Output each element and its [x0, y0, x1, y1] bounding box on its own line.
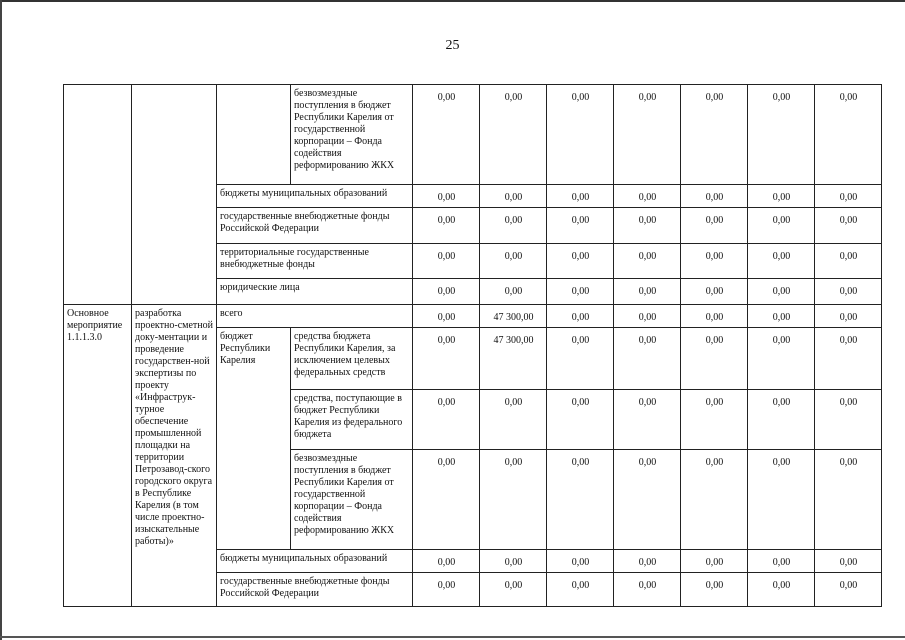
value-cell: 0,00 — [614, 279, 681, 305]
value-cell: 0,00 — [614, 550, 681, 573]
value-cell: 0,00 — [614, 85, 681, 185]
funding-source-cell: территориальные государственные внебюджетные фонды — [217, 244, 413, 279]
value-cell: 0,00 — [748, 185, 815, 208]
value-cell: 0,00 — [815, 305, 882, 328]
value-cell: 0,00 — [480, 390, 547, 450]
funding-source-cell: безвозмездные поступления в бюджет Республики Карелия от государственной корпорации – Фонда содействия реформированию ЖКХ — [291, 85, 413, 185]
value-cell: 0,00 — [748, 279, 815, 305]
funding-source-cell: государственные внебюджетные фонды Российской Федерации — [217, 208, 413, 244]
funding-source-cell: юридические лица — [217, 279, 413, 305]
value-cell: 0,00 — [413, 450, 480, 550]
funding-source-cell: средства, поступающие в бюджет Республики Карелия из федерального бюджета — [291, 390, 413, 450]
page-number: 25 — [445, 38, 460, 53]
value-cell: 0,00 — [681, 244, 748, 279]
event-activity-cell: разработка проектно-сметной доку-ментации и проведение государствен-ной экспертизы по проекту «Инфраструк-турное обеспечение промышленной площадки на территории Петрозавод-ского городского округа в Республике Карелия (в том числе проектно-изыскательные работы)» — [132, 305, 217, 607]
value-cell: 0,00 — [614, 185, 681, 208]
value-cell: 0,00 — [480, 450, 547, 550]
value-cell: 0,00 — [547, 185, 614, 208]
value-cell: 0,00 — [614, 244, 681, 279]
value-cell: 0,00 — [547, 85, 614, 185]
value-cell: 0,00 — [681, 550, 748, 573]
value-cell: 0,00 — [748, 573, 815, 607]
value-cell: 0,00 — [547, 328, 614, 390]
value-cell: 0,00 — [480, 244, 547, 279]
value-cell: 0,00 — [480, 208, 547, 244]
funding-source-cell: государственные внебюджетные фонды Российской Федерации — [217, 573, 413, 607]
value-cell: 0,00 — [748, 85, 815, 185]
funding-source-cell: всего — [217, 305, 413, 328]
value-cell: 0,00 — [614, 450, 681, 550]
value-cell: 0,00 — [547, 450, 614, 550]
value-cell: 0,00 — [480, 550, 547, 573]
value-cell: 0,00 — [547, 573, 614, 607]
value-cell: 0,00 — [748, 390, 815, 450]
value-cell: 0,00 — [547, 305, 614, 328]
value-cell: 0,00 — [748, 208, 815, 244]
funding-source-cell: бюджеты муниципальных образований — [217, 550, 413, 573]
value-cell: 0,00 — [614, 208, 681, 244]
value-cell: 0,00 — [815, 390, 882, 450]
value-cell: 0,00 — [614, 328, 681, 390]
scan-border-bottom — [0, 636, 905, 638]
budget-table — [63, 84, 882, 607]
budget-group-cell: бюджет Республики Карелия — [217, 328, 291, 550]
value-cell: 0,00 — [413, 279, 480, 305]
funding-source-cell: средства бюджета Республики Карелия, за исключением целевых федеральных средств — [291, 328, 413, 390]
value-cell: 47 300,00 — [480, 328, 547, 390]
value-cell: 47 300,00 — [480, 305, 547, 328]
value-cell: 0,00 — [815, 244, 882, 279]
value-cell: 0,00 — [547, 279, 614, 305]
table-row — [64, 305, 882, 328]
value-cell: 0,00 — [815, 573, 882, 607]
scan-border-left — [0, 0, 2, 640]
value-cell: 0,00 — [815, 185, 882, 208]
value-cell: 0,00 — [413, 328, 480, 390]
value-cell: 0,00 — [413, 244, 480, 279]
value-cell: 0,00 — [413, 390, 480, 450]
event-status-cell: Основное мероприятие 1.1.1.3.0 — [64, 305, 132, 607]
group-cell-empty — [217, 85, 291, 185]
value-cell: 0,00 — [681, 305, 748, 328]
value-cell: 0,00 — [681, 450, 748, 550]
value-cell: 0,00 — [614, 390, 681, 450]
value-cell: 0,00 — [547, 208, 614, 244]
value-cell: 0,00 — [413, 305, 480, 328]
value-cell: 0,00 — [681, 328, 748, 390]
value-cell: 0,00 — [480, 85, 547, 185]
value-cell: 0,00 — [681, 279, 748, 305]
value-cell: 0,00 — [815, 208, 882, 244]
value-cell: 0,00 — [480, 573, 547, 607]
value-cell: 0,00 — [413, 550, 480, 573]
value-cell: 0,00 — [815, 279, 882, 305]
value-cell: 0,00 — [681, 208, 748, 244]
value-cell: 0,00 — [547, 244, 614, 279]
value-cell: 0,00 — [413, 573, 480, 607]
scan-border-top — [0, 0, 905, 2]
status-cell-empty — [64, 85, 132, 305]
value-cell: 0,00 — [748, 244, 815, 279]
value-cell: 0,00 — [547, 390, 614, 450]
value-cell: 0,00 — [614, 573, 681, 607]
value-cell: 0,00 — [480, 279, 547, 305]
funding-source-cell: безвозмездные поступления в бюджет Республики Карелия от государственной корпорации – Фонда содействия реформированию ЖКХ — [291, 450, 413, 550]
value-cell: 0,00 — [815, 85, 882, 185]
table-row — [64, 85, 882, 185]
value-cell: 0,00 — [614, 305, 681, 328]
value-cell: 0,00 — [681, 185, 748, 208]
value-cell: 0,00 — [815, 328, 882, 390]
value-cell: 0,00 — [681, 390, 748, 450]
value-cell: 0,00 — [815, 550, 882, 573]
activity-cell-empty — [132, 85, 217, 305]
value-cell: 0,00 — [413, 208, 480, 244]
value-cell: 0,00 — [413, 85, 480, 185]
value-cell: 0,00 — [815, 450, 882, 550]
value-cell: 0,00 — [748, 450, 815, 550]
value-cell: 0,00 — [480, 185, 547, 208]
funding-source-cell: бюджеты муниципальных образований — [217, 185, 413, 208]
value-cell: 0,00 — [748, 550, 815, 573]
value-cell: 0,00 — [681, 85, 748, 185]
value-cell: 0,00 — [681, 573, 748, 607]
value-cell: 0,00 — [413, 185, 480, 208]
value-cell: 0,00 — [547, 550, 614, 573]
value-cell: 0,00 — [748, 328, 815, 390]
value-cell: 0,00 — [748, 305, 815, 328]
